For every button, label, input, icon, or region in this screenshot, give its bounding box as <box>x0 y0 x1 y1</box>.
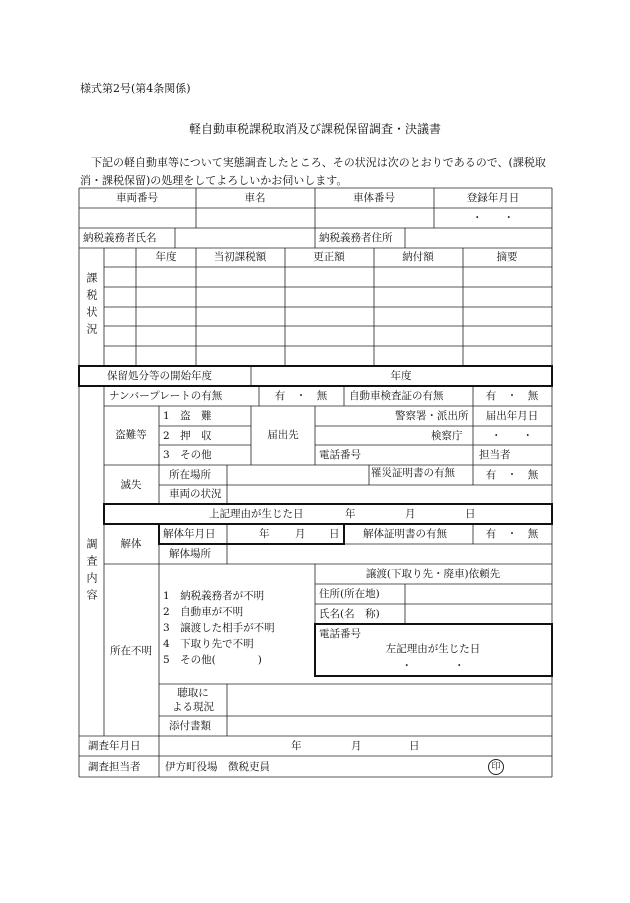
survey-year: 年 <box>291 740 302 752</box>
dismantle-day: 日 <box>329 528 340 540</box>
hold-start-label: 保留処分等の開始年度 <box>107 370 212 382</box>
loss-year: 年 <box>345 508 356 520</box>
dismantle-month: 月 <box>295 528 306 540</box>
dismantle-cert-label: 解体証明書の有無 <box>363 528 447 540</box>
plate-label: ナンバープレートの有無 <box>109 390 223 402</box>
tax-header-paid: 納付額 <box>402 251 434 263</box>
hearing-label-2: よる現況 <box>172 701 214 713</box>
vehicle-state-label: 車両の状況 <box>169 488 222 500</box>
loss-day: 日 <box>465 508 476 520</box>
vehicle-number-label: 車両番号 <box>116 192 158 204</box>
hold-year-unit: 年度 <box>390 370 412 382</box>
theft-item-2: 2 押 収 <box>163 430 212 442</box>
survey-person-label: 調査担当者 <box>88 761 141 773</box>
disaster-cert-yes-no: 有 ・ 無 <box>485 469 539 481</box>
transfer-name-label: 氏名(名 称) <box>319 608 380 620</box>
dismantle-year: 年 <box>259 528 270 540</box>
registration-date-dots: ・ ・ <box>472 212 514 224</box>
form-number: 様式第2号(第4条関係) <box>80 82 191 95</box>
dismantle-label: 解体 <box>120 538 142 550</box>
form-table <box>79 188 552 777</box>
taxpayer-name-label: 納税義務者氏名 <box>83 232 157 244</box>
theft-phone-label: 電話番号 <box>319 449 361 461</box>
police-label: 警察署・派出所 <box>395 410 469 422</box>
tax-header-remarks: 摘要 <box>496 251 518 263</box>
report-date-dots: ・ ・ <box>491 430 533 442</box>
survey-date-label: 調査年月日 <box>88 740 141 752</box>
dismantle-date-label: 解体年月日 <box>163 528 216 540</box>
vehicle-name-label: 車名 <box>244 192 266 204</box>
theft-item-1: 1 盗 難 <box>163 410 212 422</box>
theft-label: 盗難等 <box>115 429 147 441</box>
loss-label: 滅失 <box>120 479 142 491</box>
transfer-address-label: 住所(所在地) <box>319 588 380 600</box>
loss-location-label: 所在場所 <box>169 469 211 481</box>
hearing-label-1: 聴取に <box>177 687 209 699</box>
unknown-item-2: 2 自動車が不明 <box>163 606 244 618</box>
survey-label: 調査内容 <box>85 538 98 606</box>
taxpayer-address-label: 納税義務者住所 <box>319 232 393 244</box>
tax-status-label: 課税状況 <box>85 272 98 340</box>
disaster-cert-label: 罹災証明書の有無 <box>371 467 455 479</box>
inspection-yes-no: 有 ・ 無 <box>485 390 539 402</box>
transfer-phone-label: 電話番号 <box>319 628 361 640</box>
attachments-label: 添付書類 <box>169 720 211 732</box>
tax-header-revised: 更正額 <box>313 251 345 263</box>
loss-reason-date-label: 上記理由が生じた日 <box>209 508 304 520</box>
prosecutor-label: 検察庁 <box>431 430 463 442</box>
unknown-item-1: 1 納税義務者が不明 <box>163 590 265 602</box>
plate-yes-no: 有 ・ 無 <box>274 390 328 402</box>
transfer-label: 譲渡(下取り先・廃車)依頼先 <box>365 568 501 580</box>
intro-text: 下記の軽自動車等について実態調査したところ、その状況は次のとおりであるので、(課税取消・課税保留)の処理をしてよろしいかお伺いします。 <box>80 156 546 187</box>
report-date-label: 届出年月日 <box>485 410 539 422</box>
theft-item-3: 3 その他 <box>163 449 212 461</box>
survey-month: 月 <box>351 740 362 752</box>
survey-office: 伊方町役場 徴税吏員 <box>165 761 270 773</box>
tax-header-initial: 当初課税額 <box>213 251 267 263</box>
tax-header-year: 年度 <box>155 251 177 263</box>
officer-label: 担当者 <box>479 449 511 461</box>
document-title: 軽自動車税課税取消及び課税保留調査・決議書 <box>188 122 441 136</box>
unknown-label: 所在不明 <box>110 645 152 657</box>
table-grid <box>79 188 552 777</box>
unknown-reason-date-label: 左記理由が生じた日 <box>385 643 481 655</box>
survey-day: 日 <box>409 740 420 752</box>
inspection-label: 自動車検査証の有無 <box>349 390 444 402</box>
registration-date-label: 登録年月日 <box>466 192 520 204</box>
body-number-label: 車体番号 <box>353 192 395 204</box>
unknown-reason-date-dots: ・ ・ <box>401 660 465 672</box>
unknown-item-3: 3 譲渡した相手が不明 <box>163 622 275 634</box>
report-to-label: 届出先 <box>267 429 299 441</box>
unknown-item-4: 4 下取り先で不明 <box>163 638 254 650</box>
dismantle-cert-yes-no: 有 ・ 無 <box>485 528 539 540</box>
seal-icon: 印 <box>488 759 504 775</box>
loss-month: 月 <box>405 508 416 520</box>
unknown-item-5: 5 その他( ) <box>163 654 262 666</box>
dismantle-place-label: 解体場所 <box>169 548 211 560</box>
